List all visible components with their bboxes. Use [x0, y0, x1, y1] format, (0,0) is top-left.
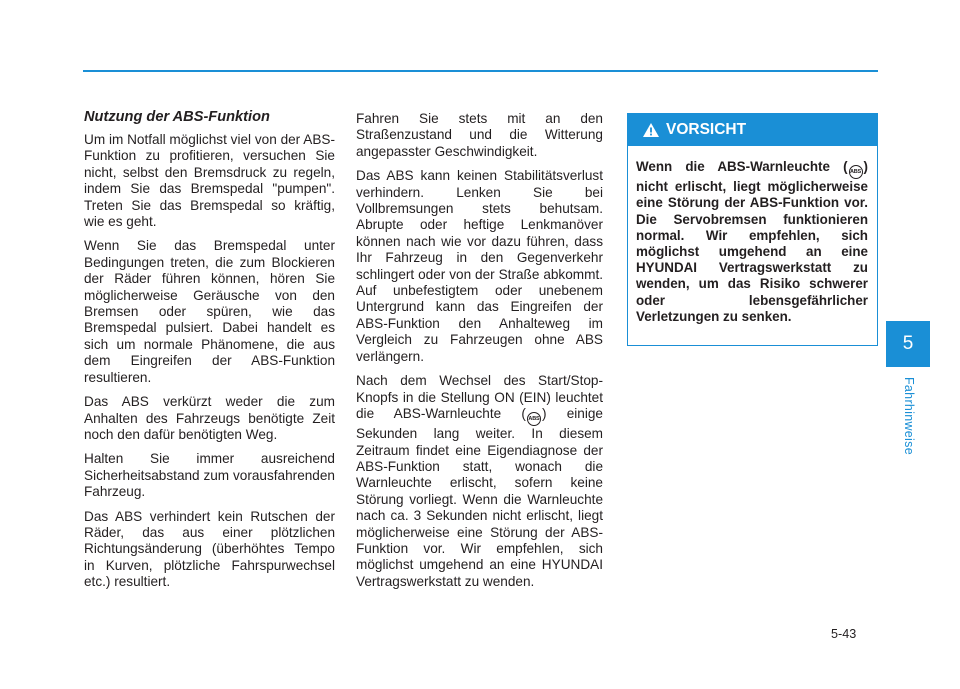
abs-warning-icon: ABS [527, 412, 541, 426]
paragraph: Das ABS verhindert kein Rutschen der Räder, das aus einer plötzlichen Richtungsänderung (überhöhtes Tempo in Kurven, plötzliche Fahrspurwechsel etc.) resultiert. [84, 508, 335, 590]
paragraph-abs-warning [356, 373, 603, 590]
paragraph-text: Nach dem Wechsel des Start/Stop-Knopfs in die Stellung ON (EIN) leuchtet die ABS-Warnleuchte ( [356, 373, 603, 421]
middle-column [356, 111, 603, 598]
caution-title: VORSICHT [666, 121, 747, 138]
abs-warning-icon: ABS [849, 165, 863, 179]
paragraph: Wenn Sie das Bremspedal unter Bedingungen treten, die zum Blockieren der Räder führen können, hören Sie möglicherweise Geräusche von den Bremsen oder spüren, wie das Bremspedal pulsiert. Dabei handelt es sich um normale Phänomene, die aus dem Eingreifen der ABS-Funktion resultieren. [84, 238, 335, 385]
chapter-tab: 5 [886, 321, 930, 367]
paragraph: Das ABS verkürzt weder die zum Anhalten des Fahrzeugs benötigte Zeit noch den dafür benötigten Weg. [84, 394, 335, 442]
paragraph: Halten Sie immer ausreichend Sicherheitsabstand zum vorausfahrenden Fahrzeug. [84, 451, 335, 500]
paragraph-text: ) einige Sekunden lang weiter. In diesem Zeitraum findet eine Eigendiagnose der ABS-Funktion statt, wonach die Warnleuchte erlischt, sofern keine Störung vorliegt. Wenn die Warnleuchte nach ca. 3 Sekunden nicht erlischt, liegt möglicherweise eine Störung der ABS-Funktion vor. Wir empfehlen, sich möglichst umgehend an eine HYUNDAI Vertragswerkstatt zu wenden. [356, 405, 603, 589]
left-column [84, 108, 335, 599]
caution-text-part: Wenn die ABS-Warnleuchte ( [636, 159, 848, 174]
top-divider [83, 70, 878, 72]
page-number: 5-43 [831, 627, 857, 641]
caution-text [628, 146, 877, 325]
paragraph: Das ABS kann keinen Stabilitätsverlust verhindern. Lenken Sie bei Vollbremsungen stets behutsam. Abrupte oder heftige Lenkmanöver können nach wie vor dazu führen, dass Ihr Fahrzeug in den Gegenverkehr schlingert oder von der Straße abkommt. Auf unbefestigtem oder unebenem Untergrund kann das Eingreifen der ABS-Funktion den Anhalteweg im Vergleich zu Fahrzeugen ohne ABS verlängern. [356, 168, 603, 364]
caution-box [627, 113, 878, 346]
section-heading: Nutzung der ABS-Funktion [84, 109, 270, 125]
chapter-label: Fahrhinweise [902, 377, 916, 455]
caution-text-part: ) nicht erlischt, liegt möglicherweise eine Störung der ABS-Funktion vor. Die Servobremsen funktionieren normal. Wir empfehlen, sich möglichst umgehend an eine HYUNDAI Vertragswerkstatt zu wenden, um das Risiko schwerer oder lebensgefährlicher Verletzungen zu senken. [636, 159, 868, 324]
paragraph: Fahren Sie stets mit an den Straßenzustand und die Witterung angepasster Geschwindigkeit. [356, 111, 603, 159]
warning-triangle-icon [642, 122, 660, 138]
paragraph: Um im Notfall möglichst viel von der ABS-Funktion zu profitieren, versuchen Sie nicht, selbst den Bremsdruck zu regeln, indem Sie das Bremspedal "pumpen". Treten Sie das Bremspedal so kräftig, wie es geht. [84, 132, 335, 230]
caution-header [628, 114, 877, 146]
